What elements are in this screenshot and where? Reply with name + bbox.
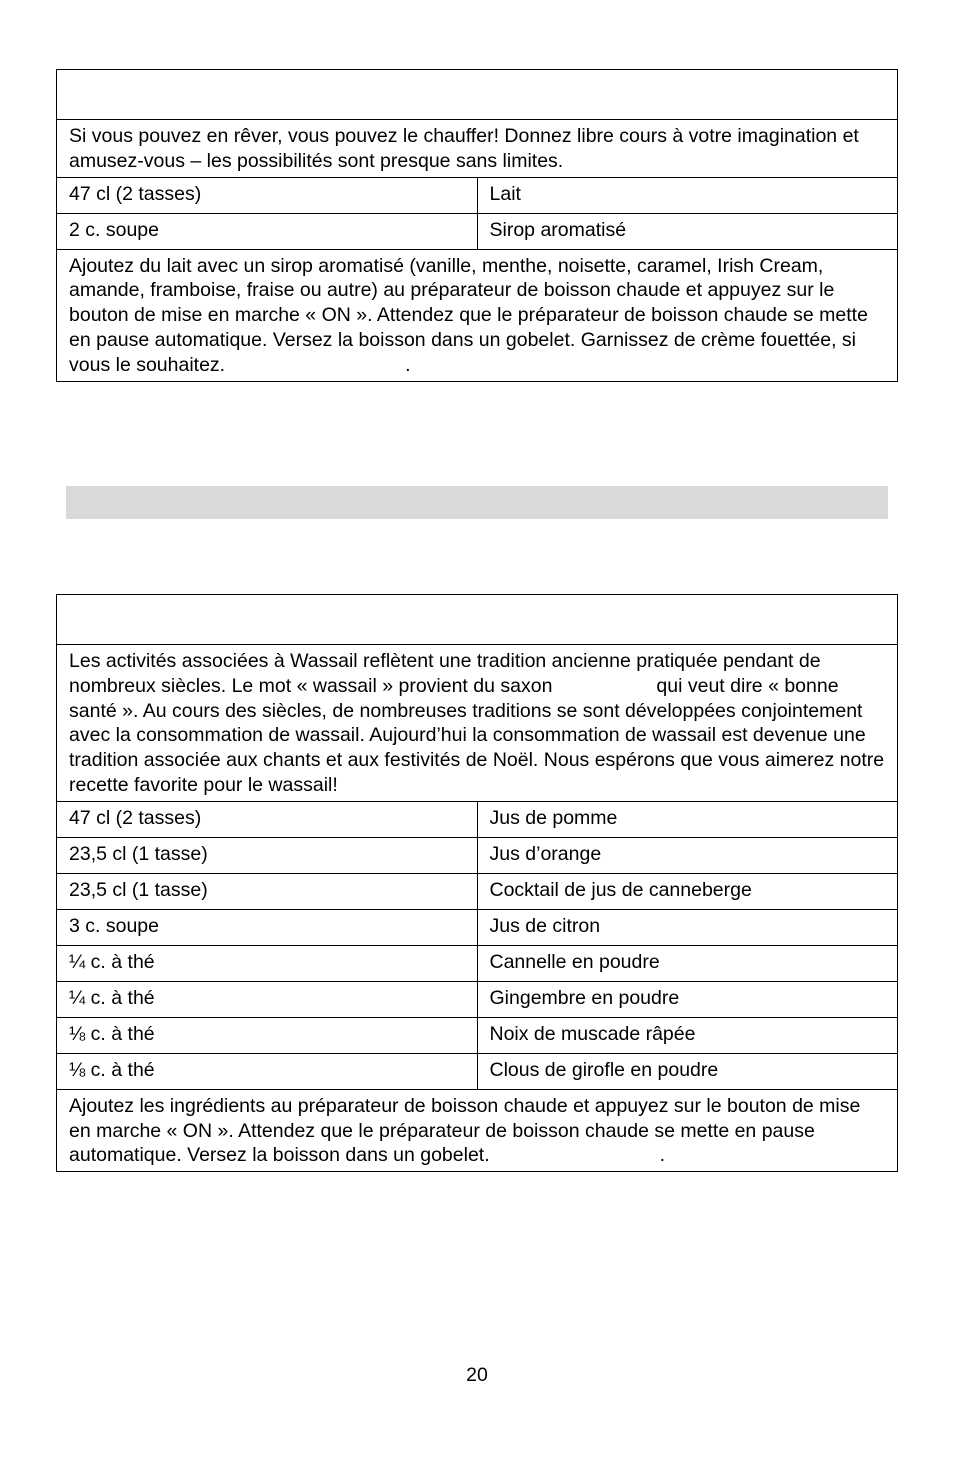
ingredient-name: Sirop aromatisé: [477, 213, 898, 249]
ingredient-name: Jus d’orange: [477, 837, 898, 873]
ingredient-name: Cocktail de jus de canneberge: [477, 873, 898, 909]
ingredient-quantity: ¼ c. à thé: [57, 945, 478, 981]
recipe-intro: Si vous pouvez en rêver, vous pouvez le chauffer! Donnez libre cours à votre imagination et amusez-vous – les possibilités sont presque sans limites.: [57, 120, 898, 178]
ingredient-name: Noix de muscade râpée: [477, 1017, 898, 1053]
ingredient-row: [57, 837, 898, 873]
flavored-milk-recipe-table: [56, 69, 898, 382]
ingredient-row: [57, 1017, 898, 1053]
recipe-title-cell: [57, 595, 898, 645]
ingredient-name: Gingembre en poudre: [477, 981, 898, 1017]
ingredient-row: [57, 945, 898, 981]
wassail-recipe-table: [56, 594, 898, 1172]
ingredient-row: [57, 909, 898, 945]
ingredient-name: Lait: [477, 177, 898, 213]
ingredient-quantity: ¼ c. à thé: [57, 981, 478, 1017]
ingredient-quantity: 3 c. soupe: [57, 909, 478, 945]
recipe-instructions: Ajoutez les ingrédients au préparateur de boisson chaude et appuyez sur le bouton de mise en marche « ON ». Attendez que le préparateur de boisson chaude se mette en pause automatique. Versez la boisson dans un gobelet. .: [57, 1089, 898, 1171]
ingredient-quantity: 47 cl (2 tasses): [57, 801, 478, 837]
ingredient-quantity: 47 cl (2 tasses): [57, 177, 478, 213]
ingredient-name: Jus de citron: [477, 909, 898, 945]
ingredient-name: Cannelle en poudre: [477, 945, 898, 981]
ingredient-quantity: 23,5 cl (1 tasse): [57, 837, 478, 873]
ingredient-name: Clous de girofle en poudre: [477, 1053, 898, 1089]
ingredient-quantity: ⅛ c. à thé: [57, 1017, 478, 1053]
ingredient-quantity: ⅛ c. à thé: [57, 1053, 478, 1089]
recipe-title-cell: [57, 70, 898, 120]
ingredient-row: [57, 873, 898, 909]
ingredient-name: Jus de pomme: [477, 801, 898, 837]
ingredient-row: [57, 801, 898, 837]
ingredient-row: [57, 177, 898, 213]
page-number: 20: [466, 1364, 488, 1386]
ingredient-row: [57, 981, 898, 1017]
ingredient-quantity: 23,5 cl (1 tasse): [57, 873, 478, 909]
section-header-band: [66, 486, 888, 519]
ingredient-row: [57, 1053, 898, 1089]
recipe-intro: Les activités associées à Wassail reflètent une tradition ancienne pratiquée pendant de nombreux siècles. Le mot « wassail » provient du saxon qui veut dire « bonne santé ». Au cours des siècles, de nombreuses traditions se sont développées conjointement avec la consommation de wassail. Aujourd’hui la consommation de wassail est devenue une tradition associée aux chants et aux festivités de Noël. Nous espérons que vous aimerez notre recette favorite pour le wassail!: [57, 645, 898, 802]
recipe-instructions: Ajoutez du lait avec un sirop aromatisé (vanille, menthe, noisette, caramel, Irish Cream, amande, framboise, fraise ou autre) au préparateur de boisson chaude et appuyez sur le bouton de mise en marche « ON ». Attendez que le préparateur de boisson chaude se mette en pause automatique. Versez la boisson dans un gobelet. Garnissez de crème fouettée, si vous le souhaitez. .: [57, 249, 898, 381]
ingredient-row: [57, 213, 898, 249]
ingredient-quantity: 2 c. soupe: [57, 213, 478, 249]
